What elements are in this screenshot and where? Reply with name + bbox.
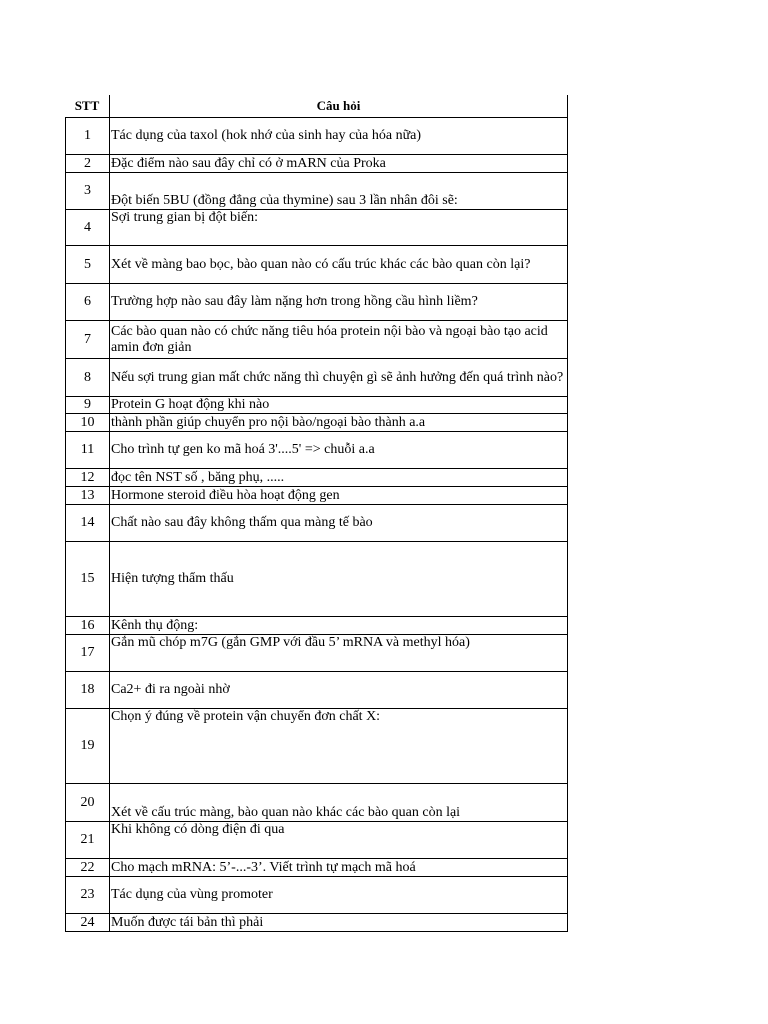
row-number: 5 bbox=[65, 246, 109, 283]
table-row bbox=[65, 117, 568, 154]
table-row bbox=[65, 708, 568, 783]
table-row bbox=[65, 468, 568, 486]
row-question: Muốn được tái bản thì phải bbox=[109, 914, 568, 931]
row-question: Tác dụng của vùng promoter bbox=[109, 877, 568, 913]
row-question: Protein G hoạt động khi nào bbox=[109, 397, 568, 413]
header-stt: STT bbox=[74, 98, 100, 113]
row-question: Đột biến 5BU (đồng đẳng của thymine) sau 3 lần nhân đôi sẽ: bbox=[109, 173, 568, 209]
row-question: Hormone steroid điều hòa hoạt động gen bbox=[109, 487, 568, 504]
row-number: 11 bbox=[65, 432, 109, 468]
row-question: Cho mạch mRNA: 5’-...-3’. Viết trình tự mạch mã hoá bbox=[109, 859, 568, 876]
row-question: Trường hợp nào sau đây làm nặng hơn trong hồng cầu hình liềm? bbox=[109, 284, 568, 320]
row-question: Xét về màng bao bọc, bào quan nào có cấu trúc khác các bào quan còn lại? bbox=[109, 246, 568, 283]
table-row bbox=[65, 876, 568, 913]
table-row bbox=[65, 154, 568, 172]
table-row bbox=[65, 634, 568, 671]
question-table bbox=[65, 95, 568, 932]
row-number: 16 bbox=[65, 617, 109, 634]
table-row bbox=[65, 172, 568, 209]
row-question: Ca2+ đi ra ngoài nhờ bbox=[109, 672, 568, 708]
table-body bbox=[65, 117, 568, 932]
row-number: 14 bbox=[65, 505, 109, 541]
row-question: Cho trình tự gen ko mã hoá 3'....5' => chuỗi a.a bbox=[109, 432, 568, 468]
row-question: Chất nào sau đây không thấm qua màng tế bào bbox=[109, 505, 568, 541]
table-row bbox=[65, 283, 568, 320]
table-row bbox=[65, 413, 568, 431]
table-row bbox=[65, 358, 568, 396]
table-row bbox=[65, 671, 568, 708]
row-number: 1 bbox=[65, 118, 109, 154]
table-row bbox=[65, 858, 568, 876]
table-row bbox=[65, 783, 568, 821]
row-question: Các bào quan nào có chức năng tiêu hóa protein nội bào và ngoại bào tạo acid amin đơn giản bbox=[109, 321, 568, 358]
row-number: 10 bbox=[65, 414, 109, 431]
row-number: 13 bbox=[65, 487, 109, 504]
row-question: Kênh thụ động: bbox=[109, 617, 568, 634]
row-question: Chọn ý đúng về protein vận chuyển đơn chất X: bbox=[109, 709, 568, 783]
table-row bbox=[65, 616, 568, 634]
table-row bbox=[65, 821, 568, 858]
row-number: 20 bbox=[65, 784, 109, 821]
table-row bbox=[65, 541, 568, 616]
row-question: Khi không có dòng điện đi qua bbox=[109, 822, 568, 858]
row-number: 19 bbox=[65, 709, 109, 783]
row-question: Nếu sợi trung gian mất chức năng thì chuyện gì sẽ ảnh hưởng đến quá trình nào? bbox=[109, 359, 568, 396]
row-number: 2 bbox=[65, 155, 109, 172]
row-number: 24 bbox=[65, 914, 109, 931]
row-number: 3 bbox=[65, 173, 109, 209]
row-question: Đặc điểm nào sau đây chỉ có ở mARN của Proka bbox=[109, 155, 568, 172]
row-number: 21 bbox=[65, 822, 109, 858]
table-row bbox=[65, 486, 568, 504]
table-header bbox=[65, 95, 568, 117]
table-row bbox=[65, 431, 568, 468]
row-number: 18 bbox=[65, 672, 109, 708]
header-question: Câu hỏi bbox=[109, 95, 568, 117]
row-number: 8 bbox=[65, 359, 109, 396]
row-question: Hiện tượng thẩm thấu bbox=[109, 542, 568, 616]
table-row bbox=[65, 396, 568, 413]
row-question: Sợi trung gian bị đột biến: bbox=[109, 210, 568, 245]
row-number: 6 bbox=[65, 284, 109, 320]
row-number: 23 bbox=[65, 877, 109, 913]
row-number: 12 bbox=[65, 469, 109, 486]
row-number: 9 bbox=[65, 397, 109, 413]
row-number: 15 bbox=[65, 542, 109, 616]
row-number: 7 bbox=[65, 321, 109, 358]
table-row bbox=[65, 209, 568, 245]
table-row bbox=[65, 504, 568, 541]
row-question: Gắn mũ chóp m7G (gắn GMP với đầu 5’ mRNA và methyl hóa) bbox=[109, 635, 568, 671]
table-row bbox=[65, 320, 568, 358]
row-number: 22 bbox=[65, 859, 109, 876]
table-row bbox=[65, 913, 568, 932]
row-question: Xét về cấu trúc màng, bào quan nào khác các bào quan còn lại bbox=[109, 784, 568, 821]
row-question: thành phần giúp chuyển pro nội bào/ngoại bào thành a.a bbox=[109, 414, 568, 431]
row-question: đọc tên NST số , băng phụ, ..... bbox=[109, 469, 568, 486]
table-row bbox=[65, 245, 568, 283]
row-question: Tác dụng của taxol (hok nhớ của sinh hay của hóa nữa) bbox=[109, 118, 568, 154]
row-number: 17 bbox=[65, 635, 109, 671]
row-number: 4 bbox=[65, 210, 109, 245]
